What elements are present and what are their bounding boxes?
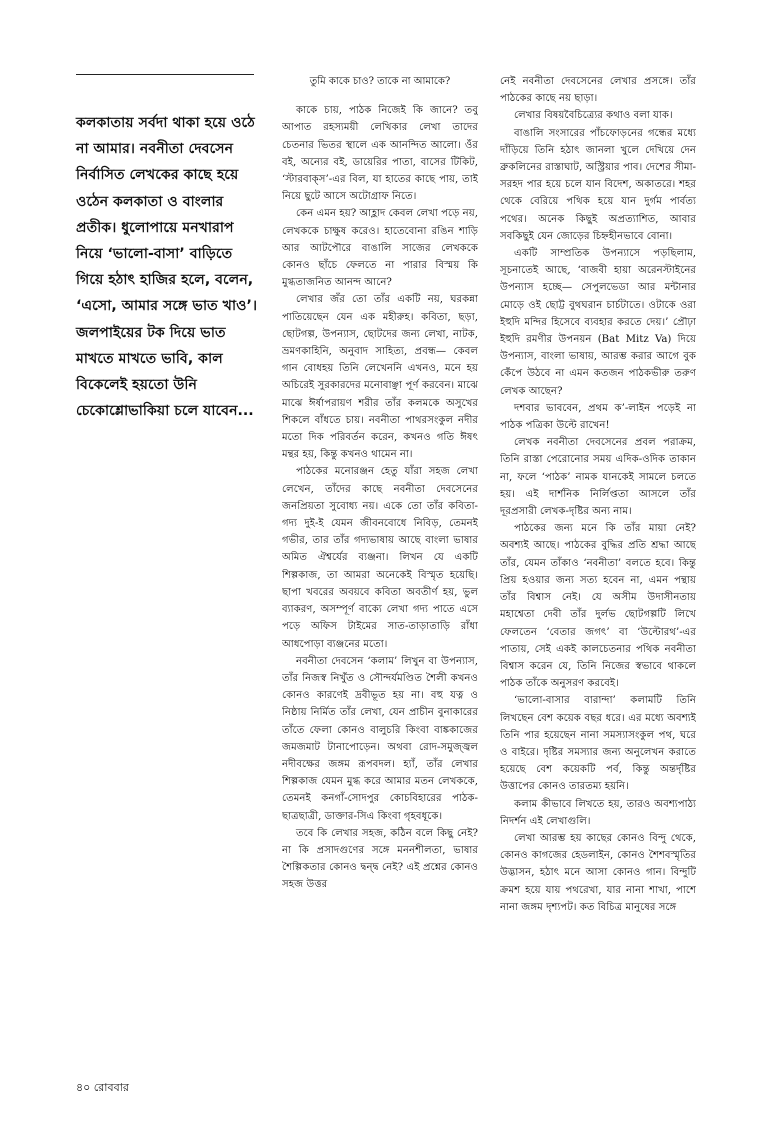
- body-paragraph: ‘ভালো-বাসার বারান্দা’ কলামটি তিনি লিখছেন বেশ কয়েক বছর ধরে। এর মধ্যে অবশ্যই তিনি পার হয়েছেন নানা সমস্যাসংকুল পথ, ঘরে ও বাইরে। দৃষ্টির সমস্যার জন্য অনুলেখন করাতে হয়েছে বেশ কয়েকটি পর্ব, কিন্তু অন্তর্দৃষ্টির উত্তাপের কোনও তারতম্য হয়নি।: [500, 695, 696, 793]
- body-paragraph: তবে কি লেখার সহজ, কঠিন বলে কিছু নেই? না কি প্রসাদগুণের সঙ্গে মননশীলতা, ভাষার শৈল্পিকতার কোনও দ্বন্দ্ব নেই? এই প্রশ্নের কোনও সহজ উত্তর: [282, 827, 478, 891]
- publication-name: রোববার: [93, 1081, 129, 1094]
- page-footer: [76, 1079, 129, 1098]
- body-paragraph: পাঠকের মনোরঞ্জন হেতু যাঁরা সহজ লেখা লেখেন, তাঁদের কাছে নবনীতা দেবসেনের জনপ্রিয়তা সুবোধ্য নয়। একে তো তাঁর কবিতা-গদ্য দুই-ই যেমন জীবনবোধে নিবিড়, তেমনই গভীর, তার তাঁর গদ্যভাষায় আছে বাংলা ভাষার অমিত ঐশ্বর্যের ব্যঞ্জনা। লিখন যে একটি শিল্পকাজ, তা আমরা অনেকেই বিস্মৃত হয়েছি। ছাপা খবরের অবয়বে কবিতা অবতীর্ণ হয়, ভুল ব্যাকরণ, অসম্পূর্ণ বাক্যে লেখা গদ্য পাতে এসে পড়ে অফিস টাইমের সাত-তাড়াতাড়ি রাঁধা আধপোড়া ব্যঞ্জনের মতো।: [282, 466, 478, 650]
- body-paragraph-continued: নেই নবনীতা দেবসেনের লেখার প্রসঙ্গে। তাঁর পাঠকের কাছে নয় ছাড়া।: [500, 76, 696, 105]
- body-paragraph: দশবার ভাববেন, প্রথম ক’-লাইন পড়েই না পাঠক পত্রিকা উল্টে রাখেন!: [500, 402, 696, 432]
- body-paragraph: কলাম কীভাবে লিখতে হয়, তারও অবশ্যপাঠ্য নিদর্শন এই লেখাগুলি।: [500, 798, 696, 827]
- body-paragraph: কেন এমন হয়? আহ্লাদ কেবল লেখা পড়ে নয়, লেখককে চাক্ষুষ করেও। হাতেবোনা রঙিন শাড়ি আর আটপৌরে বাঙালি সাজের লেখককে কোনও ছাঁচে ফেলতে না পারার বিস্ময় কি মুগ্ধতাজনিত আনন্দ আনে?: [282, 208, 478, 289]
- top-rule: [76, 74, 254, 75]
- body-paragraph: নবনীতা দেবসেন ‘কলাম’ লিখুন বা উপন্যাস, তাঁর নিজস্ব নিখুঁত ও সৌন্দর্যমণ্ডিত শৈলী কখনও কোনও কারণেই দ্রবীভূত হয় না। বহু যত্ন ও নিষ্ঠায় নির্মিত তাঁর লেখা, যেন প্রাচীন বুনাকারের তাঁতে ফেলা কোনও বালুচরি কিংবা বাঙ্ককাজের জমজমাট টানাপোড়েন। অথবা রোদ-সমুজ্জ্বল নদীবক্ষের জঙ্গম রূপবদল। হ্যাঁ, তাঁর লেখার শিল্পকাজ যেমন মুগ্ধ করে আমার মতন লেখককে, তেমনই কনগাঁ-সোদপুর কোচবিহারের পাঠক-ছাত্রছাত্রী, ডাক্তার-সিএ কিংবা গৃহবধূকে।: [282, 655, 478, 822]
- page-number: ৪০: [76, 1081, 91, 1094]
- body-paragraph: কাকে চায়, পাঠক নিজেই কি জানে? তবু আপাত রহস্যময়ী লেখিকার লেখা তাদের চেতনার ভিতর স্থালে এক আনন্দিত আলো। ওঁর বই, অন্যের বই, ডায়েরির পাতা, বাসের টিকিট, ‘স্টারবাক্‌স’-এর বিল, যা হাতের কাছে পায়, তাই নিয়ে ছুটে আসে অটোগ্রাফ নিতে।: [282, 105, 478, 203]
- body-paragraph: লেখার বিষয়বৈচিত্র্যের কথাও বলা যাক।: [514, 110, 673, 122]
- body-paragraph: পাঠকের জন্য মনে কি তাঁর মায়া নেই? অবশ্যই আছে। পাঠকের বুদ্ধির প্রতি শ্রদ্ধা আছে তাঁর, যেমন তাঁকাও ‘নবনীতা’ বলতে হবে। কিন্তু প্রিয় হওয়ার জন্য সত্য হবেন না, এমন পন্থায় তাঁর বিশ্বাস নেই। যে অসীম উদাসীনতায় মহাশ্বেতা দেবী তাঁর দুর্লভ ছোটগল্পটি লিখে ফেলতেন ‘বেতার জগৎ’ বা ‘উল্টোরথ’-এর পাতায়, সেই একই কালচেতনার পথিক নবনীতা বিশ্বাস করেন যে, তিনি নিজের স্বভাবে থাকলে পাঠক তাঁকে অনুসরণ করবেই।: [500, 523, 696, 690]
- body-paragraph: একটি সাম্প্রতিক উপন্যাসে পড়ছিলাম, সূচনাতেই আছে, ‘বাজবী হায়া অরেনস্টাইনের উপন্যাস হচ্ছে— সেপুলভেডা আর মন্টানার মোড়ে ওই ছোট্ট বুথঘরান চার্চটাতে। ওটাকে ওরা ইহুদি মন্দির হিসেবে ব্যবহার করতে দেয়।’ প্রৌঢ়া ইহুদি রমণীর উপনয়ন (Bat Mitz Va) দিয়ে উপন্যাস, বাংলা ভাষায়, আরম্ভ করার আগে বুক কেঁপে উঠবে না এমন কতজন পাঠকভীরু তরুণ লেখক আছেন?: [500, 248, 696, 397]
- body-paragraph: বাঙালি সংসারের পাঁচফোড়নের গন্ধের মধ্যে দাঁড়িয়ে তিনি হঠাৎ জানলা খুলে দেখিয়ে দেন ব্রুকলিনের রাস্তাঘাট, অস্ট্রিয়ার পাব। দেশের সীমা-সরহদ পার হয়ে চলে যান বিদেশ, অকাতরে। শহর থেকে বেরিয়ে পথিক হয়ে যান দুর্গম পার্বত্য পথের। অনেক কিছুই অপ্রত্যাশিত, আবার সবকিছুই যেন জোড়ের চিহ্নহীনভাবে বোনা।: [500, 127, 696, 242]
- article-column-right: [500, 73, 696, 1073]
- article-column-middle: [282, 73, 478, 1073]
- body-paragraph: লেখক নবনীতা দেবসেনের প্রবল পরাক্রম, তিনি রাস্তা পেরোনোর সময় এদিক-ওদিক তাকান না, ফলে ‘পাঠক’ নামক যানকেই সামলে চলতে হয়। এই দার্শনিক নির্লিপ্ততা আসলে তাঁর দূরপ্রসারী লেখক-দৃষ্টির অন্য নাম।: [500, 437, 696, 518]
- body-paragraph: লেখার জঁর তো তাঁর একটি নয়, ঘরকন্না পাতিয়েছেন যেন এক মহীরুহ। কবিতা, ছড়া, ছোটগল্প, উপন্যাস, ছোটদের জন্য লেখা, নাটক, ভ্রমণকাহিনি, অনুবাদ সাহিত্য, প্রবন্ধ— কেবল গান বোধহয় তিনি লেখেননি এখনও, মনে হয় অচিরেই সুরকারদের মনোবাঞ্ছা পূর্ণ করবেন। মাঝে মাঝে ঈর্ষাপরায়ণ শরীর তাঁর কলমকে অসুখের শিকলে বাঁধতে চায়। নবনীতা পাথরসংকুল নদীর মতো দিক পরিবর্তন করেন, কখনও গতি ঈষৎ মন্থর হয়, কিন্তু কখনও থামেন না।: [282, 294, 478, 461]
- section-heading: তুমি কাকে চাও? তাকে না আমাকে?: [309, 76, 451, 87]
- body-paragraph: লেখা আরম্ভ হয় কাছের কোনও বিন্দু থেকে, কোনও কাগজের হেডলাইন, কোনও শৈশবস্মৃতির উদ্ভাসন, হঠাৎ মনে আসা কোনও গান। বিন্দুটি ক্রমশ হয়ে যায় পথরেখা, যার নানা শাখা, পাশে নানা জঙ্গম দৃশ্যপট। কত বিচিত্র মানুষের সঙ্গে: [500, 832, 696, 913]
- pull-quote: কলকাতায় সর্বদা থাকা হয়ে ওঠে না আমার। নবনীতা দেবসেন নির্বাসিত লেখকের কাছে হয়ে ওঠেন কলকাতা ও বাংলার প্রতীক। ধুলোপায়ে মনখারাপ নিয়ে ‘ভালো-বাসা’ বাড়িতে গিয়ে হঠাৎ হাজির হলে, বলেন, ‘এসো, আমার সঙ্গে ভাত খাও’। জলপাইয়ের টক দিয়ে ভাত মাখতে মাখতে ভাবি, কাল বিকেলেই হয়তো উনি চেকোশ্লোভাকিয়া চলে যাবেন...: [76, 115, 258, 420]
